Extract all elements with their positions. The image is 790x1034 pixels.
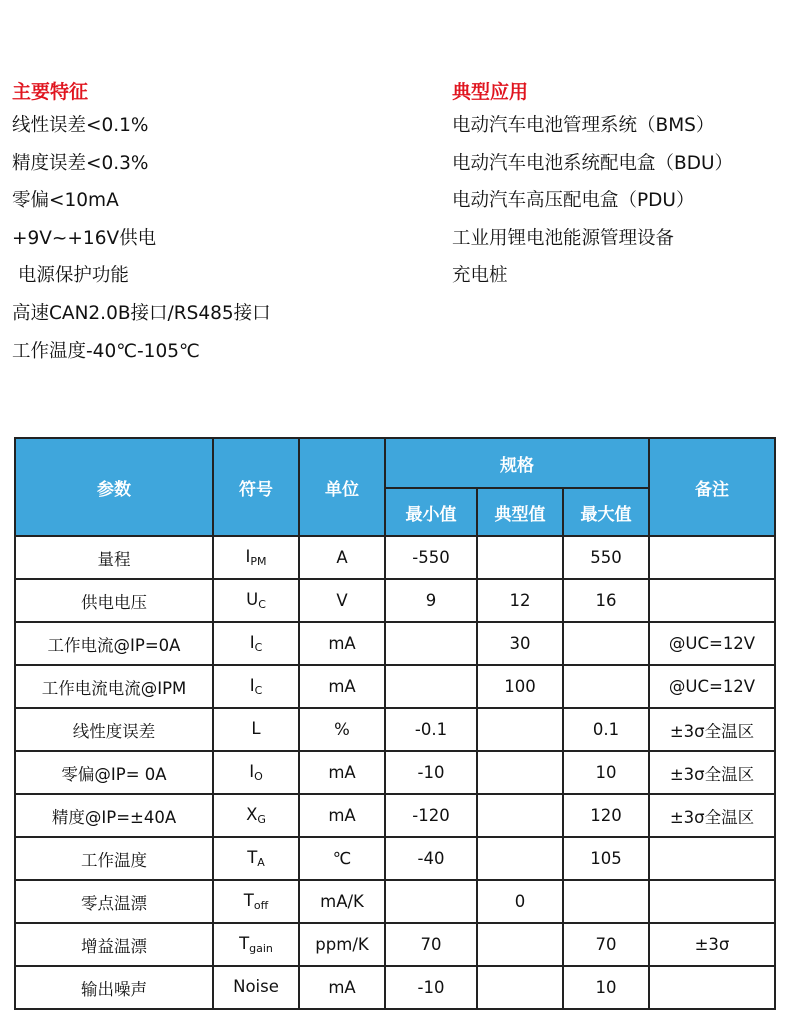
cell-min: -550 [385, 536, 477, 579]
cell-typ [477, 837, 563, 880]
symbol-main: I [249, 676, 255, 695]
cell-note [649, 837, 775, 880]
cell-note: @UC=12V [649, 665, 775, 708]
symbol-main: X [246, 805, 258, 824]
cell-max: 105 [563, 837, 649, 880]
symbol-subscript: C [254, 684, 263, 697]
cell-min [385, 880, 477, 923]
cell-max: 16 [563, 579, 649, 622]
cell-note: @UC=12V [649, 622, 775, 665]
cell-symbol [213, 751, 299, 794]
symbol-subscript: O [254, 770, 263, 783]
cell-typ [477, 923, 563, 966]
cell-min: -0.1 [385, 708, 477, 751]
cell-typ [477, 966, 563, 1009]
cell-max: 0.1 [563, 708, 649, 751]
table-row [15, 794, 775, 837]
cell-symbol [213, 665, 299, 708]
cell-max [563, 622, 649, 665]
application-item: 充电桩 [452, 265, 508, 287]
cell-unit: mA [299, 794, 385, 837]
symbol-subscript: off [253, 899, 269, 912]
cell-min: -40 [385, 837, 477, 880]
table-row [15, 579, 775, 622]
symbol-subscript: C [254, 641, 263, 654]
table-row [15, 751, 775, 794]
cell-param: 线性度误差 [15, 708, 213, 751]
feature-item: 电源保护功能 [12, 265, 129, 287]
header-max: 最大值 [563, 488, 649, 536]
table-row [15, 837, 775, 880]
cell-unit: V [299, 579, 385, 622]
cell-typ: 0 [477, 880, 563, 923]
cell-unit: mA [299, 751, 385, 794]
cell-unit: mA [299, 665, 385, 708]
cell-note [649, 966, 775, 1009]
cell-typ: 12 [477, 579, 563, 622]
cell-note: ±3σ全温区 [649, 708, 775, 751]
symbol-main: T [239, 934, 250, 953]
cell-symbol [213, 708, 299, 751]
symbol-main: Noise [233, 977, 279, 996]
cell-min [385, 622, 477, 665]
features-heading: 主要特征 [12, 81, 89, 103]
cell-note: ±3σ [649, 923, 775, 966]
cell-param: 量程 [15, 536, 213, 579]
cell-note: ±3σ全温区 [649, 751, 775, 794]
symbol-main: T [247, 848, 258, 867]
symbol-subscript: G [257, 813, 266, 826]
spec-table [14, 437, 776, 1010]
cell-symbol [213, 837, 299, 880]
cell-param: 零点温漂 [15, 880, 213, 923]
symbol-main: I [249, 762, 255, 781]
cell-min [385, 665, 477, 708]
cell-typ: 100 [477, 665, 563, 708]
cell-max [563, 665, 649, 708]
cell-typ: 30 [477, 622, 563, 665]
cell-note [649, 880, 775, 923]
table-row [15, 923, 775, 966]
symbol-subscript: PM [250, 555, 267, 568]
cell-param: 精度@IP=±40A [15, 794, 213, 837]
applications-section [452, 80, 788, 302]
cell-note [649, 579, 775, 622]
feature-item: +9V~+16V供电 [12, 227, 157, 249]
applications-heading: 典型应用 [452, 81, 529, 103]
symbol-main: I [249, 633, 255, 652]
cell-param: 供电电压 [15, 579, 213, 622]
spec-table-body [15, 536, 775, 1009]
cell-min: -10 [385, 751, 477, 794]
cell-min: -10 [385, 966, 477, 1009]
feature-item: 线性误差<0.1% [12, 115, 149, 136]
header-unit: 单位 [299, 438, 385, 536]
table-row [15, 708, 775, 751]
header-min: 最小值 [385, 488, 477, 536]
cell-symbol [213, 794, 299, 837]
cell-min: -120 [385, 794, 477, 837]
cell-symbol [213, 923, 299, 966]
symbol-main: L [251, 719, 261, 738]
table-row [15, 536, 775, 579]
cell-typ [477, 794, 563, 837]
cell-symbol [213, 622, 299, 665]
table-row [15, 880, 775, 923]
table-row [15, 966, 775, 1009]
symbol-main: I [245, 547, 251, 566]
cell-typ [477, 751, 563, 794]
cell-unit: ℃ [299, 837, 385, 880]
cell-note: ±3σ全温区 [649, 794, 775, 837]
cell-max: 10 [563, 966, 649, 1009]
application-item: 电动汽车电池管理系统（BMS） [452, 115, 715, 136]
cell-param: 输出噪声 [15, 966, 213, 1009]
feature-item: 高速CAN2.0B接口/RS485接口 [12, 302, 271, 324]
header-spec: 规格 [385, 438, 649, 488]
cell-symbol [213, 880, 299, 923]
cell-note [649, 536, 775, 579]
header-typ: 典型值 [477, 488, 563, 536]
cell-param: 工作温度 [15, 837, 213, 880]
cell-unit: mA [299, 622, 385, 665]
cell-symbol [213, 536, 299, 579]
feature-item: 精度误差<0.3% [12, 152, 149, 174]
cell-max: 10 [563, 751, 649, 794]
cell-param: 增益温漂 [15, 923, 213, 966]
cell-param: 工作电流电流@IPM [15, 665, 213, 708]
cell-symbol [213, 579, 299, 622]
cell-param: 零偏@IP= 0A [15, 751, 213, 794]
symbol-main: U [246, 590, 259, 609]
symbol-subscript: A [257, 856, 265, 869]
cell-max: 120 [563, 794, 649, 837]
header-note: 备注 [649, 438, 775, 536]
cell-max [563, 880, 649, 923]
cell-unit: ppm/K [299, 923, 385, 966]
cell-unit: % [299, 708, 385, 751]
cell-typ [477, 708, 563, 751]
feature-item: 工作温度-40℃-105℃ [12, 340, 200, 362]
cell-min: 9 [385, 579, 477, 622]
application-item: 电动汽车高压配电盒（PDU） [452, 190, 695, 212]
cell-unit: mA/K [299, 880, 385, 923]
cell-typ [477, 536, 563, 579]
cell-unit: A [299, 536, 385, 579]
features-section [12, 80, 432, 377]
cell-max: 70 [563, 923, 649, 966]
symbol-subscript: gain [249, 942, 273, 955]
header-param: 参数 [15, 438, 213, 536]
table-row [15, 665, 775, 708]
symbol-subscript: C [258, 598, 266, 611]
header-symbol: 符号 [213, 438, 299, 536]
cell-unit: mA [299, 966, 385, 1009]
cell-min: 70 [385, 923, 477, 966]
cell-symbol [213, 966, 299, 1009]
feature-item: 零偏<10mA [12, 190, 119, 212]
application-item: 电动汽车电池系统配电盒（BDU） [452, 152, 733, 174]
symbol-main: T [243, 891, 254, 910]
cell-param: 工作电流@IP=0A [15, 622, 213, 665]
application-item: 工业用锂电池能源管理设备 [452, 227, 675, 249]
cell-max: 550 [563, 536, 649, 579]
table-row [15, 622, 775, 665]
